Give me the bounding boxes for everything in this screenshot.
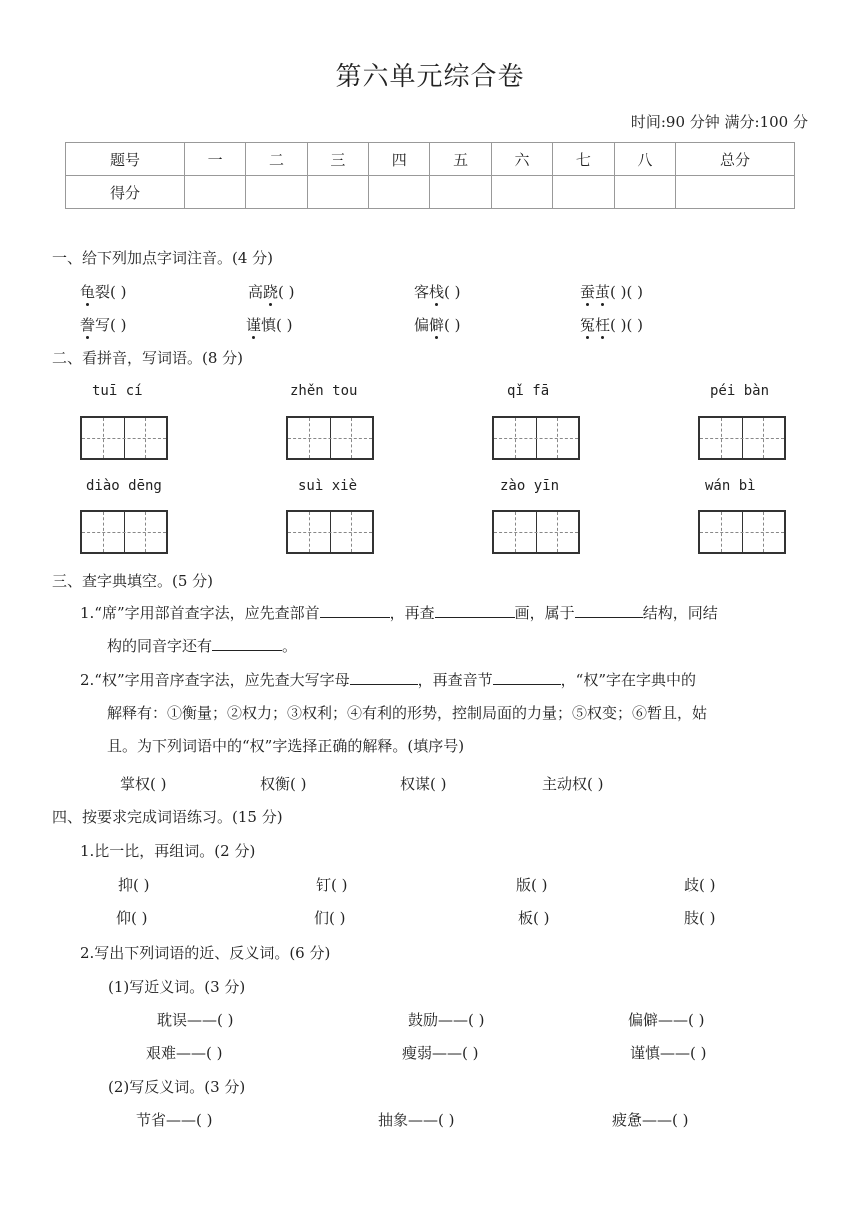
synonym-item[interactable]: 瘦弱——( ): [402, 1044, 479, 1062]
section-2-heading: 二、看拼音，写词语。(8 分): [52, 349, 244, 367]
section-4-heading: 四、按要求完成词语练习。(15 分): [52, 808, 283, 826]
subsection-heading: 1.比一比，再组词。(2 分): [80, 842, 256, 860]
writing-grid[interactable]: [698, 510, 786, 554]
q-text: 。: [282, 637, 298, 655]
score-input-cell[interactable]: [246, 176, 307, 209]
section-3-heading: 三、查字典填空。(5 分): [52, 572, 214, 590]
score-input-cell[interactable]: [307, 176, 368, 209]
synonym-item[interactable]: 耽误——( ): [157, 1011, 234, 1029]
answer-paren: ( ): [110, 316, 127, 334]
compare-item[interactable]: 们( ): [314, 909, 346, 927]
section-1-heading: 一、给下列加点字词注音。(4 分): [52, 249, 274, 267]
quan-item[interactable]: 主动权( ): [542, 775, 604, 793]
pinyin-item[interactable]: [414, 314, 461, 335]
compare-item[interactable]: 钉( ): [316, 876, 348, 894]
score-input-cell[interactable]: [676, 176, 795, 209]
q-text: ，再查音节: [417, 671, 493, 689]
score-header-cell: 八: [614, 143, 675, 176]
dotted-char: 誊: [80, 316, 96, 334]
pinyin-label: suì xiè: [298, 478, 358, 494]
synonym-item[interactable]: 艰难——( ): [146, 1044, 223, 1062]
antonym-item[interactable]: 抽象——( ): [378, 1111, 455, 1129]
answer-blank[interactable]: [212, 636, 282, 651]
answer-paren: ( ): [444, 316, 461, 334]
dotted-char: 栈: [429, 283, 445, 301]
compare-item[interactable]: 版( ): [516, 876, 548, 894]
score-input-cell[interactable]: [369, 176, 430, 209]
quan-item[interactable]: 掌权( ): [120, 775, 167, 793]
pinyin-item[interactable]: [414, 281, 461, 302]
q-text: 且。为下列词语中的“权”字选择正确的解释。(填序号): [107, 737, 465, 755]
question-3-2: [80, 664, 808, 763]
pinyin-item[interactable]: [246, 314, 293, 335]
score-header-cell: 总分: [676, 143, 795, 176]
dotted-char: 枉: [595, 316, 611, 334]
synonym-item[interactable]: 谨慎——( ): [630, 1044, 707, 1062]
compare-item[interactable]: 抑( ): [118, 876, 150, 894]
score-header-cell: 四: [369, 143, 430, 176]
writing-grid[interactable]: [286, 510, 374, 554]
dotted-char: 龟: [80, 283, 96, 301]
question-3-1: [80, 597, 808, 663]
char: 裂: [95, 283, 111, 301]
pinyin-item[interactable]: [580, 281, 643, 302]
score-input-cell[interactable]: [430, 176, 491, 209]
answer-blank[interactable]: [575, 603, 643, 618]
q-text: 2.“权”字用音序查字法，应先查大写字母: [80, 671, 350, 689]
subsection-heading: (2)写反义词。(3 分): [108, 1078, 246, 1096]
answer-blank[interactable]: [350, 670, 418, 685]
answer-paren: ( ): [276, 316, 293, 334]
q-text: 构的同音字还有: [107, 637, 213, 655]
q-text: ，再查: [389, 604, 435, 622]
synonym-item[interactable]: 鼓励——( ): [408, 1011, 485, 1029]
dotted-char: 僻: [429, 316, 445, 334]
pinyin-label: tuī cí: [92, 383, 143, 399]
dotted-char: 茧: [595, 283, 611, 301]
writing-grid[interactable]: [80, 416, 168, 460]
subsection-heading: (1)写近义词。(3 分): [108, 978, 246, 996]
compare-item[interactable]: 仰( ): [116, 909, 148, 927]
writing-grid[interactable]: [286, 416, 374, 460]
answer-paren: ( )( ): [610, 283, 643, 301]
synonym-item[interactable]: 偏僻——( ): [628, 1011, 705, 1029]
compare-item[interactable]: 歧( ): [684, 876, 716, 894]
char: 慎: [261, 316, 277, 334]
char: 写: [95, 316, 111, 334]
antonym-item[interactable]: 节省——( ): [136, 1111, 213, 1129]
pinyin-item[interactable]: [580, 314, 643, 335]
writing-grid[interactable]: [492, 416, 580, 460]
score-row-label: 得分: [66, 176, 185, 209]
writing-grid[interactable]: [80, 510, 168, 554]
score-input-cell[interactable]: [553, 176, 614, 209]
antonym-item[interactable]: 疲惫——( ): [612, 1111, 689, 1129]
q-text: 1.“席”字用部首查字法，应先查部首: [80, 604, 320, 622]
writing-grid[interactable]: [698, 416, 786, 460]
char: 客: [414, 283, 430, 301]
score-header-cell: 二: [246, 143, 307, 176]
score-header-cell: 六: [491, 143, 552, 176]
dotted-char: 蚕: [580, 283, 596, 301]
dotted-char: 跷: [263, 283, 279, 301]
quan-item[interactable]: 权谋( ): [400, 775, 447, 793]
char: 高: [248, 283, 264, 301]
score-table-header-row: [66, 143, 795, 176]
pinyin-label: wán bì: [705, 478, 756, 494]
score-input-cell[interactable]: [614, 176, 675, 209]
compare-item[interactable]: 板( ): [518, 909, 550, 927]
compare-item[interactable]: 肢( ): [684, 909, 716, 927]
score-header-cell: 题号: [66, 143, 185, 176]
pinyin-label: zào yīn: [500, 478, 560, 494]
score-header-cell: 五: [430, 143, 491, 176]
score-input-cell[interactable]: [491, 176, 552, 209]
q-text: ，“权”字在字典中的: [560, 671, 697, 689]
score-table-score-row: [66, 176, 795, 209]
answer-blank[interactable]: [435, 603, 515, 618]
pinyin-label: zhěn tou: [290, 383, 358, 399]
pinyin-item[interactable]: [248, 281, 295, 302]
answer-blank[interactable]: [320, 603, 390, 618]
dotted-char: 冤: [580, 316, 596, 334]
answer-paren: ( ): [278, 283, 295, 301]
subsection-heading: 2.写出下列词语的近、反义词。(6 分): [80, 944, 331, 962]
score-header-cell: 七: [553, 143, 614, 176]
answer-paren: ( ): [110, 283, 127, 301]
score-table: [65, 142, 795, 209]
dotted-char: 谨: [246, 316, 262, 334]
page-title: 第六单元综合卷: [335, 62, 525, 92]
score-input-cell[interactable]: [184, 176, 245, 209]
pinyin-label: péi bàn: [710, 383, 770, 399]
exam-meta: 时间:90 分钟 满分:100 分: [630, 113, 808, 131]
pinyin-item[interactable]: [80, 281, 127, 302]
char: 偏: [414, 316, 430, 334]
answer-paren: ( ): [444, 283, 461, 301]
q-text: 画，属于: [514, 604, 575, 622]
q-text: 解释有：①衡量；②权力；③权利；④有利的形势，控制局面的力量；⑤权变；⑥暂且，姑: [107, 704, 708, 722]
pinyin-label: qǐ fā: [507, 383, 550, 399]
score-header-cell: 一: [184, 143, 245, 176]
q-text: 结构，同结: [642, 604, 718, 622]
quan-item[interactable]: 权衡( ): [260, 775, 307, 793]
writing-grid[interactable]: [492, 510, 580, 554]
score-header-cell: 三: [307, 143, 368, 176]
answer-paren: ( )( ): [610, 316, 643, 334]
pinyin-label: diào dēng: [86, 478, 162, 494]
pinyin-item[interactable]: [80, 314, 127, 335]
answer-blank[interactable]: [493, 670, 561, 685]
